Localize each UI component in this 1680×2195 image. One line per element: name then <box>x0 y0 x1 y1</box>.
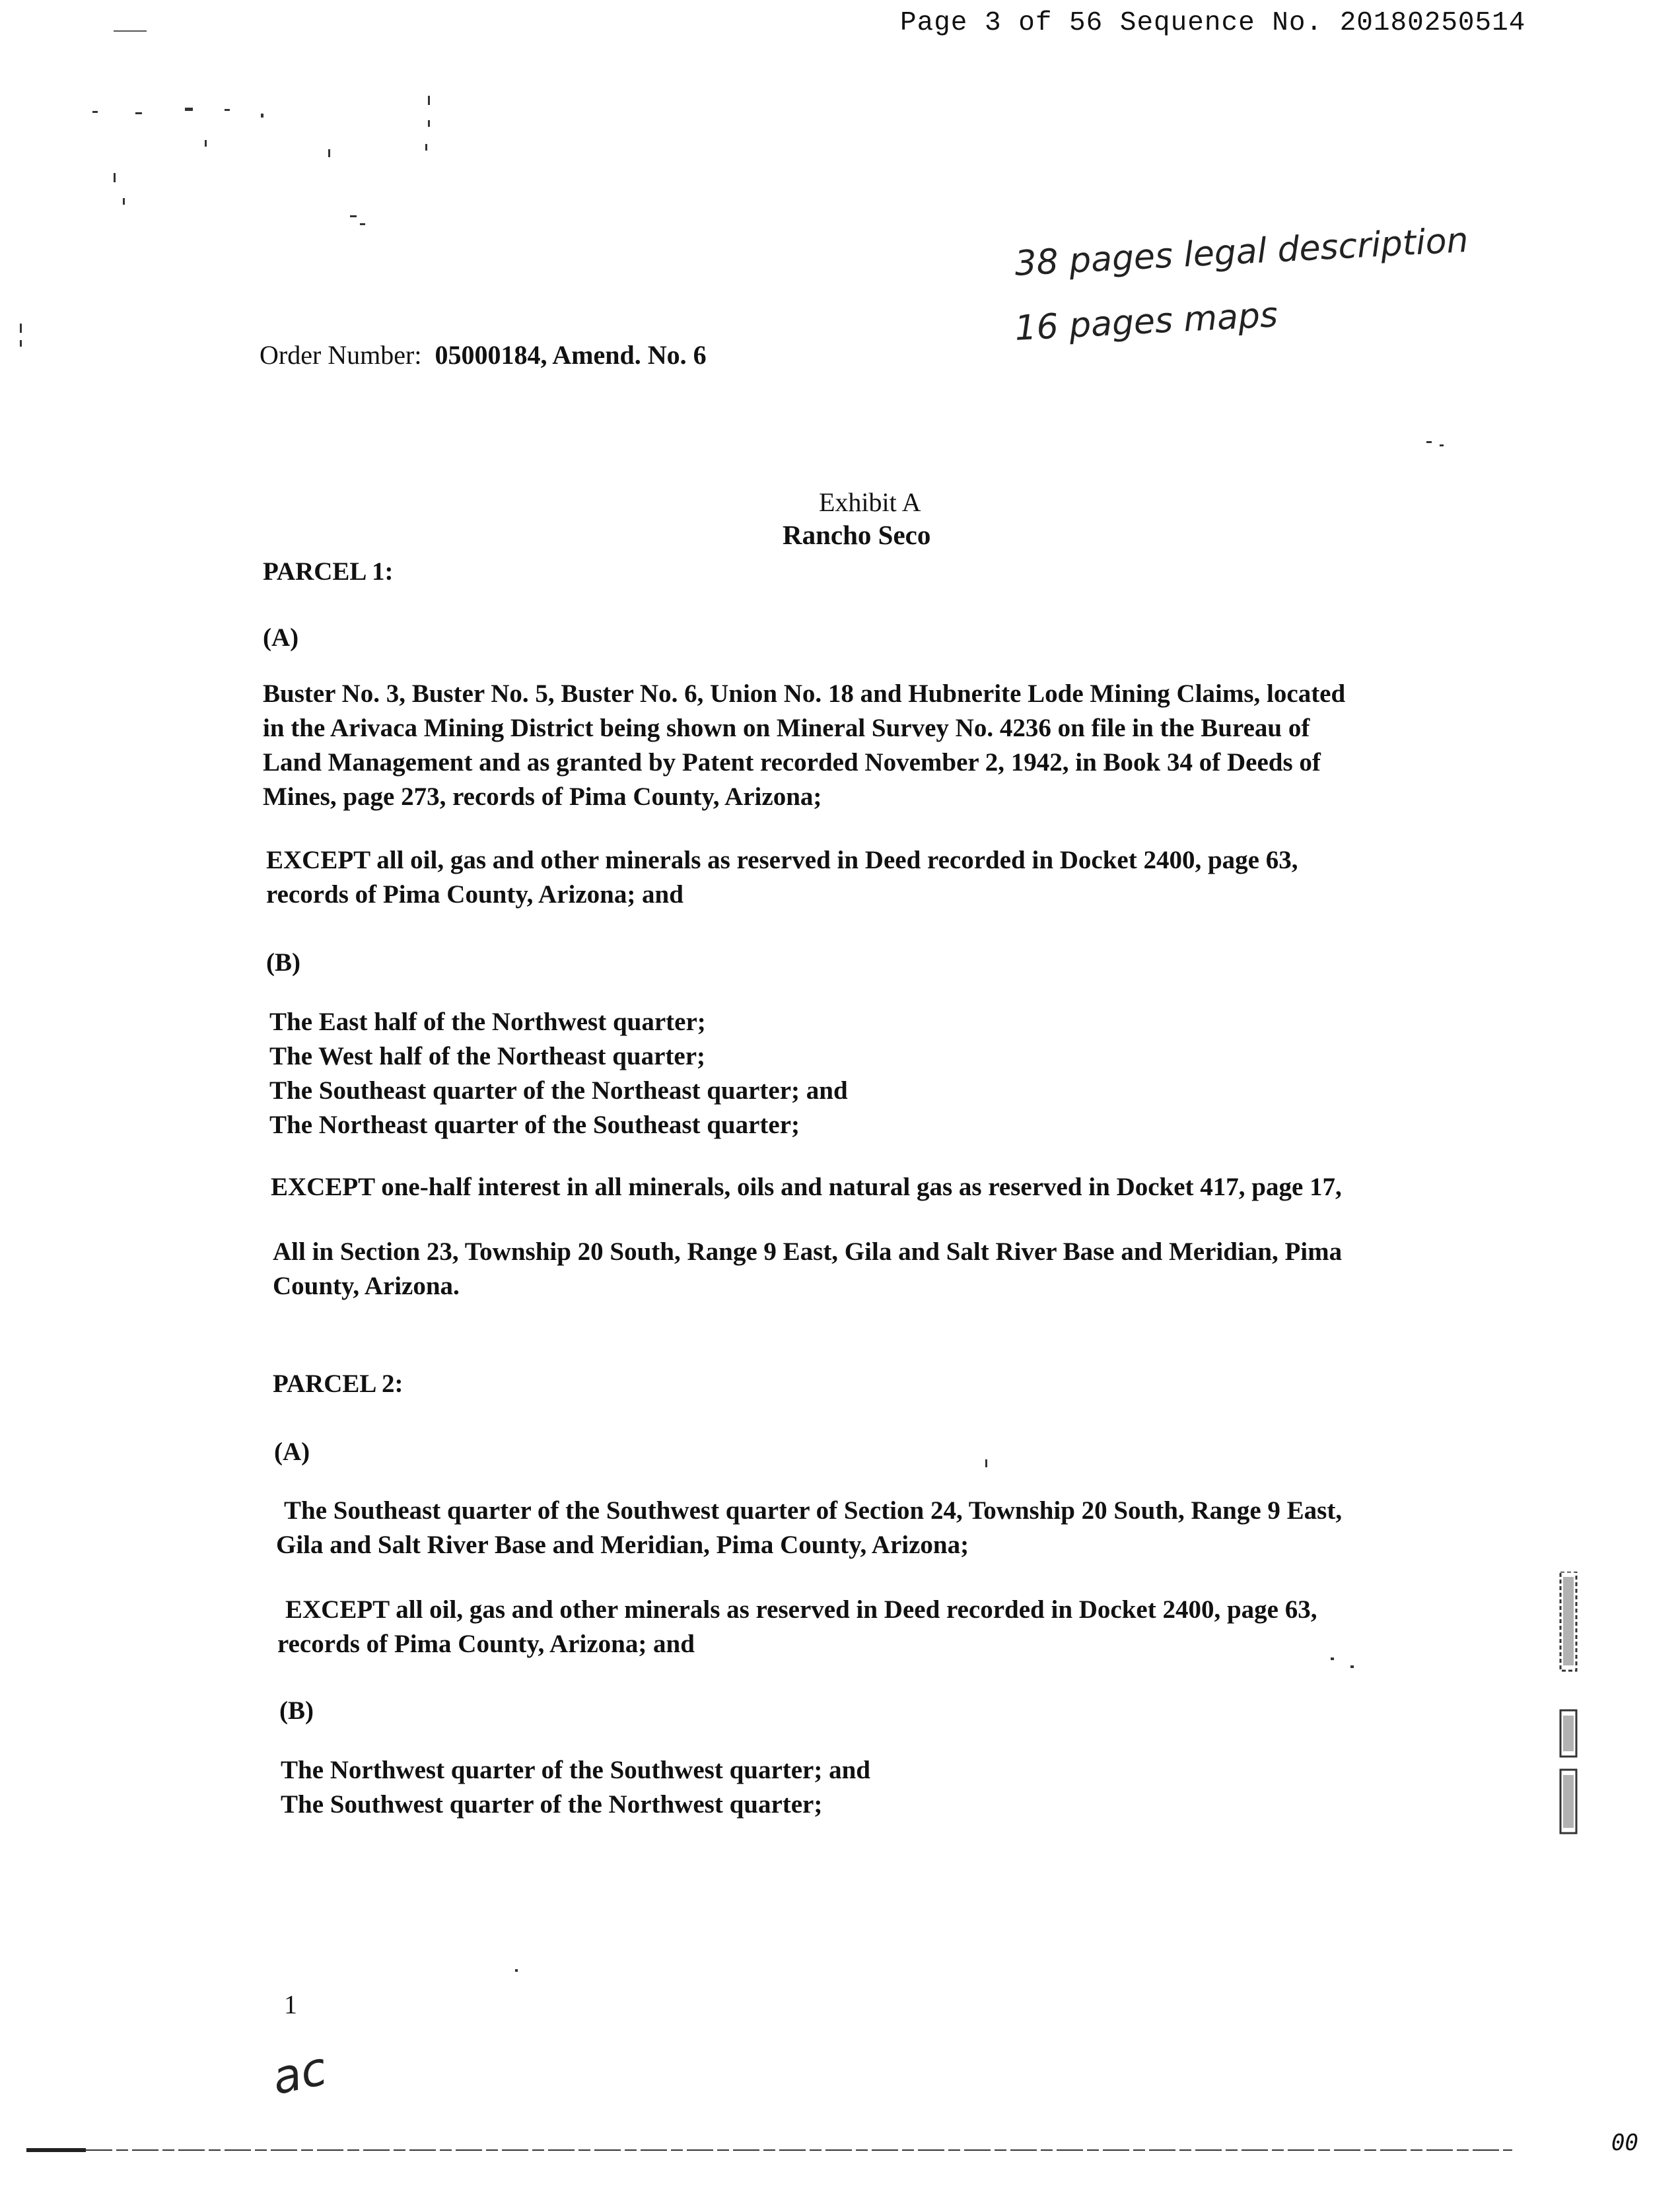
scan-speck <box>428 120 430 127</box>
text-line: The West half of the Northeast quarter; <box>269 1042 706 1070</box>
handwritten-note-line2: 16 pages maps <box>1014 295 1279 349</box>
scan-speck <box>185 108 193 111</box>
text-line: The Southeast quarter of the Northeast quarter; and <box>269 1076 848 1105</box>
text-line: EXCEPT all oil, gas and other minerals as reserved in Deed recorded in Docket 2400, page 63, <box>266 846 1298 874</box>
parcel2-b-label: (B) <box>279 1696 314 1725</box>
header-rule <box>114 30 147 32</box>
text-line: records of Pima County, Arizona; and <box>266 880 683 909</box>
parcel1-a-text <box>263 677 1345 814</box>
scan-speck <box>225 109 230 111</box>
scan-speck <box>425 144 427 151</box>
parcel1-b-label: (B) <box>266 948 300 977</box>
handwritten-note-line1: 38 pages legal description <box>1014 221 1469 284</box>
scan-speck <box>360 223 365 225</box>
parcel2-b-lines <box>281 1753 870 1822</box>
scan-speck <box>205 140 207 147</box>
page-number: 1 <box>284 1990 297 2019</box>
handwritten-initials: ac <box>267 2041 332 2106</box>
parcel1-a-except <box>266 843 1298 912</box>
exhibit-name: Rancho Seco <box>783 520 931 550</box>
text-line: The East half of the Northwest quarter; <box>269 1008 706 1036</box>
parcel1-b-except: EXCEPT one-half interest in all minerals, oils and natural gas as reserved in Docket 417, page 17, <box>271 1173 1342 1201</box>
text-line: Land Management and as granted by Patent recorded November 2, 1942, in Book 34 of Deeds of <box>263 748 1321 777</box>
corner-mark: 00 <box>1611 2130 1638 2156</box>
parcel2-a-text <box>276 1494 1342 1562</box>
order-number-label: Order Number: <box>260 340 422 370</box>
order-number-value: 05000184, Amend. No. 6 <box>435 340 707 370</box>
parcel1-b-location <box>273 1235 1342 1304</box>
scan-speck <box>114 173 116 182</box>
scan-speck <box>985 1459 987 1467</box>
bottom-scan-rule <box>0 2145 1680 2154</box>
parcel1-b-lines <box>269 1005 848 1142</box>
scan-speck <box>261 114 263 118</box>
text-line: The Southeast quarter of the Southwest quarter of Section 24, Township 20 South, Range 9 East, <box>284 1496 1343 1525</box>
parcel2-a-label: (A) <box>274 1438 310 1466</box>
scan-speck <box>1440 444 1444 446</box>
text-line: The Southwest quarter of the Northwest quarter; <box>281 1790 823 1819</box>
parcel1-a-label: (A) <box>263 623 299 652</box>
text-line: All in Section 23, Township 20 South, Range 9 East, Gila and Salt River Base and Meridian, Pima <box>273 1237 1343 1266</box>
order-number <box>260 338 707 372</box>
text-line: Buster No. 3, Buster No. 5, Buster No. 6, Union No. 18 and Hubnerite Lode Mining Claims, located <box>263 679 1346 708</box>
scan-speck <box>92 111 98 113</box>
page-sequence-header: Page 3 of 56 Sequence No. 20180250514 <box>900 8 1526 38</box>
scan-speck <box>1426 441 1432 443</box>
scan-speck <box>428 96 430 105</box>
scan-speck <box>515 1969 518 1972</box>
parcel2-heading: PARCEL 2: <box>273 1370 403 1398</box>
text-line: Gila and Salt River Base and Meridian, Pima County, Arizona; <box>276 1531 969 1559</box>
text-line: in the Arivaca Mining District being shown on Mineral Survey No. 4236 on file in the Bureau of <box>263 714 1310 742</box>
parcel1-heading: PARCEL 1: <box>263 557 394 586</box>
margin-stamp-graphic <box>1555 1572 1582 1836</box>
scan-speck <box>350 215 357 217</box>
text-line: The Northwest quarter of the Southwest quarter; and <box>281 1756 870 1784</box>
exhibit-title: Exhibit A <box>819 487 921 517</box>
scan-speck <box>20 340 22 347</box>
text-line: EXCEPT all oil, gas and other minerals as reserved in Deed recorded in Docket 2400, page 63, <box>285 1595 1317 1624</box>
scan-speck <box>1331 1657 1334 1660</box>
scan-speck <box>1350 1665 1354 1668</box>
text-line: The Northeast quarter of the Southeast quarter; <box>269 1111 800 1139</box>
scan-speck <box>135 112 142 114</box>
scan-speck <box>123 198 125 205</box>
text-line: records of Pima County, Arizona; and <box>277 1630 695 1658</box>
text-line: County, Arizona. <box>273 1272 460 1300</box>
parcel2-a-except <box>277 1593 1317 1661</box>
scan-speck <box>328 149 330 157</box>
scan-speck <box>20 324 22 333</box>
text-line: Mines, page 273, records of Pima County, Arizona; <box>263 783 822 811</box>
